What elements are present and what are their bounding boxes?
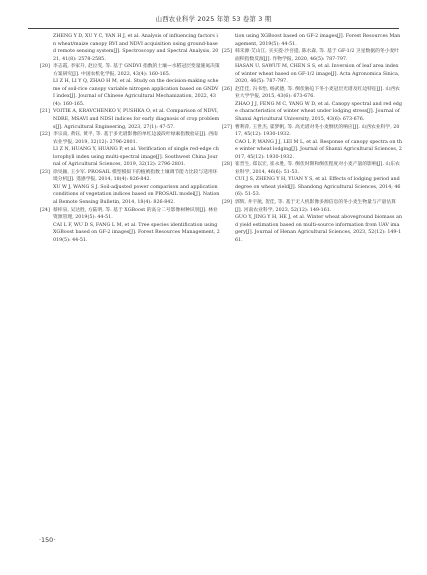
reference-entry	[222, 124, 402, 139]
reference-text: 赵佳佳, 冯书怡, 杨武德, 等. 倒伏胁迫下冬小麦冠层光谱及红边特征[J]. 山西农业大学学报, 2015, 43(6): 673-676.	[235, 86, 400, 100]
reference-text: 李宗南, 黄钰, 黄平, 等. 基于多光谱影像的单红边波段叶绿素指数验证[J]. 西南农业学报, 2019, 32(12): 2796-2801.	[53, 132, 218, 145]
reference-entry	[222, 199, 402, 214]
reference-entry	[222, 63, 402, 86]
reference-text: 曹利萍, 王世杰, 霍梦帆, 等. 高光谱对冬小麦倒伏的响应[J]. 山西农业科学, 2017, 45(12): 1930-1932.	[235, 124, 400, 138]
reference-entry	[40, 63, 220, 78]
reference-text: CAI L F, WU D S, FANG L M, et al. Tree species identification using XGBoost based on GF-2 images[J]. Forest Resources Management, 2019(5): 44-51.	[53, 222, 220, 243]
reference-text: 崔晋生, 郑以宏, 崔永胜, 等. 倒伏时期和倒伏程度对小麦产量的影响[J]. 山东农业科学, 2014, 46(6): 51-53.	[235, 162, 400, 175]
reference-entry	[222, 86, 402, 101]
reference-entry	[40, 222, 220, 245]
reference-text: CAO L P, WANG J J, LEI M L, et al. Response of canopy spectra on the winter wheat lodging[J]. Journal of Shanxi Agricultural Sciences, 2017, 45(12): 1930-1932.	[235, 139, 402, 160]
reference-text: ZHENG Y D, XU Y C, YAN H J, et al. Analysis of influencing factors in wheat/maize canopy RVI and NDVI acquisition using ground-based remote sensing system[J]. Spectroscopy and Spectral Analysis, 2021, 41(8): 2578-2585.	[53, 34, 219, 62]
reference-entry	[40, 108, 220, 131]
reference-number: [20]	[40, 64, 50, 70]
reference-number: [27]	[222, 124, 232, 130]
reference-text: HASAN U, SAWUT M, CHEN S S, et al. Inversion of leaf area index of winter wheat based on GF-1/2 image[J]. Acta Agronomica Sinica, 2020, 46(5): 787-797.	[235, 64, 400, 85]
reference-text: LI Z N, HUANG Y, HUANG P, et al. Verification of single red-edge chlorophyll index using multi-spectral image[J]. Southwest China Journal of Agricultural Sciences, 2019, 32(12): 2796-2801.	[53, 147, 219, 168]
references-right-column	[222, 33, 402, 244]
reference-number: [25]	[222, 49, 232, 55]
reference-entry	[222, 161, 402, 176]
reference-entry	[222, 101, 402, 124]
reference-entry	[40, 131, 220, 146]
reference-number: [29]	[222, 200, 232, 206]
reference-number: [24]	[40, 207, 50, 213]
reference-entry	[40, 33, 220, 63]
reference-text: ZHAO J J, FENG M C, YANG W D, et al. Canopy spectral and red edge characteristics of winter wheat under lodging stress[J]. Journal of Shanxi Agricultural University, 2015, 43(6): 673-676.	[235, 101, 402, 123]
reference-entry	[40, 146, 220, 169]
reference-entry	[222, 48, 402, 63]
reference-entry	[222, 139, 402, 162]
reference-text: VOITIK A, KRAVCHENKO V, PUSHKA O, et al. Comparison of NDVI, NDRE, MSAVI and NDSI indices for early diagnosis of crop problems[J]. Agricultural Engineering, 2023, 27(1): 47-57.	[53, 109, 220, 130]
reference-entry	[40, 207, 220, 222]
reference-text: tion using XGBoost based on GF-2 images[J]. Forest Resources Management, 2019(5): 44-51.	[235, 34, 401, 47]
reference-entry	[40, 78, 220, 108]
reference-entry	[40, 169, 220, 184]
reference-entry	[222, 176, 402, 199]
reference-number: [22]	[40, 132, 50, 138]
reference-text: CUI J S, ZHENG Y H, YUAN Y S, et al. Effects of lodging period and degree on wheat yield[J]. Shandong Agricultural Sciences, 2014, 46(6): 51-53.	[235, 177, 401, 198]
reference-text: 韩禾源·艾山江, 买买提·沙吾提, 陈水森, 等. 基于 GF-1/2 卫星数据的冬小麦叶面积指数反演[J]. 作物学报, 2020, 46(5): 787-797.	[235, 49, 400, 62]
page-number: ·150·	[39, 536, 56, 544]
reference-number: [28]	[222, 162, 232, 168]
journal-header-title: 山西农业科学 2025 年第 53 卷第 3 期	[155, 15, 272, 23]
reference-text: XU W J, WANG S J. Soil-adjusted power comparison and application conditions of vegetation indices based on PROSAIL model[J]. National Remote Sensing Bulletin, 2014, 18(4): 826-842.	[53, 184, 220, 206]
reference-text: 徐旻颖, 王少军. PROSAIL 模型模拟下的植被指数土壤调节能力比较与适用环境分析[J]. 遥感学报, 2014, 18(4): 826-842.	[53, 169, 218, 183]
reference-number: [21]	[40, 109, 50, 115]
journal-header	[28, 14, 399, 28]
reference-entry	[222, 214, 402, 244]
reference-text: 郭辉, 井宇航, 贺佳, 等. 基于无人机影像多源信息的冬小麦生物量与产量估算[J]. 河南农业科学, 2023, 52(12): 149-161.	[235, 200, 396, 213]
reference-text: 蔡梓泉, 吴达胜, 方陆明, 等. 基于 XGBoost 的高分二号影像树种识别[J]. 林业资源管理, 2019(5): 44-51.	[53, 207, 218, 221]
references-left-column	[40, 33, 220, 244]
reference-text: 李志霞, 李家升, 赵泣雯, 等. 基于 GNDVI 指数的土壤—水稻冠层变量施氮决策方案研究[J]. 中国农机化学报, 2022, 43(4): 160-165.	[53, 64, 220, 77]
reference-entry	[222, 33, 402, 48]
reference-entry	[40, 184, 220, 207]
reference-text: GUO Y, JING Y H, HE J, et al. Winter wheat aboveground biomass and yield estimation based on multi-source information from UAV imagery[J]. Journal of Henan Agricultural Sciences, 2023, 52(12): 149-161.	[235, 215, 402, 243]
reference-number: [26]	[222, 86, 232, 92]
reference-text: LI Z H, LI Y Q, ZHAO H M, et al. Study on the decision-making scheme of soil-rice canopy variable nitrogen application based on GNDVI index[J]. Journal of Chinese Agricultural Mechanization, 2022, 43(4): 160-165.	[53, 79, 219, 107]
reference-number: [23]	[40, 169, 50, 175]
header-divider	[28, 28, 399, 29]
